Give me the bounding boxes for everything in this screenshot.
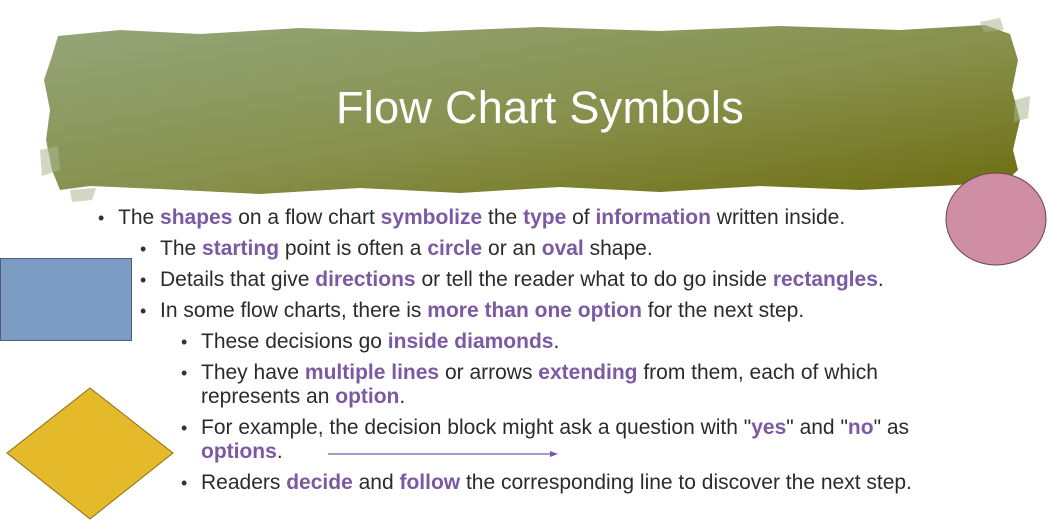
bullet-text: . [553, 330, 560, 353]
emphasis-text: oval [541, 237, 584, 260]
emphasis-text: information [595, 206, 711, 229]
bullet-text: and [352, 471, 400, 494]
bullet-text: of [566, 206, 596, 229]
bullet-level-1 [118, 206, 845, 230]
bullet-text: or arrows [439, 361, 539, 384]
bullet-level-3 [201, 330, 559, 354]
bullet-text: or an [482, 237, 542, 260]
emphasis-text: starting [202, 237, 280, 260]
emphasis-text: type [523, 206, 567, 229]
bullet-level-2 [160, 237, 653, 261]
bullet-text: Details that give [160, 268, 316, 291]
bullet-text: point is often a [279, 237, 428, 260]
bullet-text: or tell the reader what to do go inside [415, 268, 773, 291]
bullet-text: These decisions go [201, 330, 388, 353]
bullet-level-3 [201, 471, 912, 495]
bullet-text: represents an [201, 385, 336, 408]
emphasis-text: symbolize [380, 206, 483, 229]
slide-title: Flow Chart Symbols [335, 82, 744, 133]
emphasis-text: decide [286, 471, 353, 494]
emphasis-text: options [201, 440, 277, 463]
bullet-text: . [399, 385, 406, 408]
bullet-text: " as [873, 416, 910, 439]
emphasis-text: inside diamonds [387, 330, 554, 353]
emphasis-text: circle [427, 237, 483, 260]
bullet-level-3 [201, 361, 878, 409]
emphasis-text: follow [399, 471, 461, 494]
bullet-level-2 [160, 299, 804, 323]
bullet-text: The [118, 206, 161, 229]
emphasis-text: extending [538, 361, 638, 384]
emphasis-text: no [847, 416, 874, 439]
bullet-text: shape. [583, 237, 653, 260]
bullet-text: . [276, 440, 283, 463]
emphasis-text: shapes [160, 206, 233, 229]
bullet-text: For example, the decision block might ask a question with " [201, 416, 752, 439]
bullet-text: the [482, 206, 524, 229]
emphasis-text: multiple lines [304, 361, 440, 384]
emphasis-text: yes [751, 416, 787, 439]
bullet-text: for the next step. [641, 299, 805, 322]
bullet-level-2 [160, 268, 884, 292]
emphasis-text: directions [315, 268, 416, 291]
emphasis-text: more than one option [427, 299, 642, 322]
bullet-text: the corresponding line to discover the next step. [460, 471, 912, 494]
bullet-text: They have [201, 361, 305, 384]
bullet-level-3 [201, 416, 909, 464]
bullet-text: written inside. [710, 206, 846, 229]
bullet-text: . [877, 268, 884, 291]
emphasis-text: rectangles [772, 268, 878, 291]
bullet-text: In some flow charts, there is [160, 299, 428, 322]
emphasis-text: option [335, 385, 400, 408]
bullet-text: on a flow chart [232, 206, 381, 229]
bullet-text: from them, each of which [637, 361, 878, 384]
bullet-text: Readers [201, 471, 287, 494]
bullet-text: " and " [786, 416, 848, 439]
bullet-text: The [160, 237, 203, 260]
